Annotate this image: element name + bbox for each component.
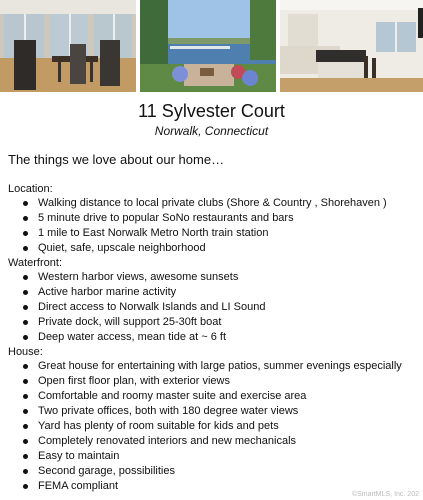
list-item: Quiet, safe, upscale neighborhood [8, 241, 420, 256]
list-item: Active harbor marine activity [8, 285, 420, 300]
list-item: Two private offices, both with 180 degree water views [8, 404, 420, 419]
list-item: Deep water access, mean tide at ~ 6 ft [8, 330, 420, 345]
list-item: Second garage, possibilities [8, 464, 420, 479]
list-item: Private dock, will support 25-30ft boat [8, 315, 420, 330]
section-house [8, 345, 420, 494]
list-item: Walking distance to local private clubs (Shore & Country , Shorehaven ) [8, 196, 420, 211]
harbor-view-photo [140, 0, 276, 92]
list-item: Western harbor views, awesome sunsets [8, 270, 420, 285]
section-waterfront [8, 256, 420, 345]
dining-room-photo [0, 0, 136, 92]
feature-list [8, 182, 420, 494]
intro-text: The things we love about our home… [8, 152, 225, 167]
photo-strip [0, 0, 423, 92]
list-item: FEMA compliant [8, 479, 420, 494]
page-title: 11 Sylvester Court [138, 101, 285, 121]
list-item: Yard has plenty of room suitable for kids and pets [8, 419, 420, 434]
page-subtitle: Norwalk, Connecticut [154, 124, 269, 138]
list-item: Easy to maintain [8, 449, 420, 464]
list-item: 5 minute drive to popular SoNo restaurants and bars [8, 211, 420, 226]
list-item: 1 mile to East Norwalk Metro North train station [8, 226, 420, 241]
list-item: Direct access to Norwalk Islands and LI Sound [8, 300, 420, 315]
kitchen-photo [280, 0, 423, 92]
list-item: Comfortable and roomy master suite and exercise area [8, 389, 420, 404]
list-item: Completely renovated interiors and new mechanicals [8, 434, 420, 449]
section-heading: House: [8, 346, 43, 358]
section-heading: Waterfront: [8, 257, 62, 269]
section-heading: Location: [8, 183, 53, 195]
copyright-watermark: ©SmartMLS, Inc. 202 [351, 491, 419, 498]
section-location [8, 182, 420, 256]
list-item: Open first floor plan, with exterior views [8, 374, 420, 389]
list-item: Great house for entertaining with large patios, summer evenings especially [8, 359, 420, 374]
